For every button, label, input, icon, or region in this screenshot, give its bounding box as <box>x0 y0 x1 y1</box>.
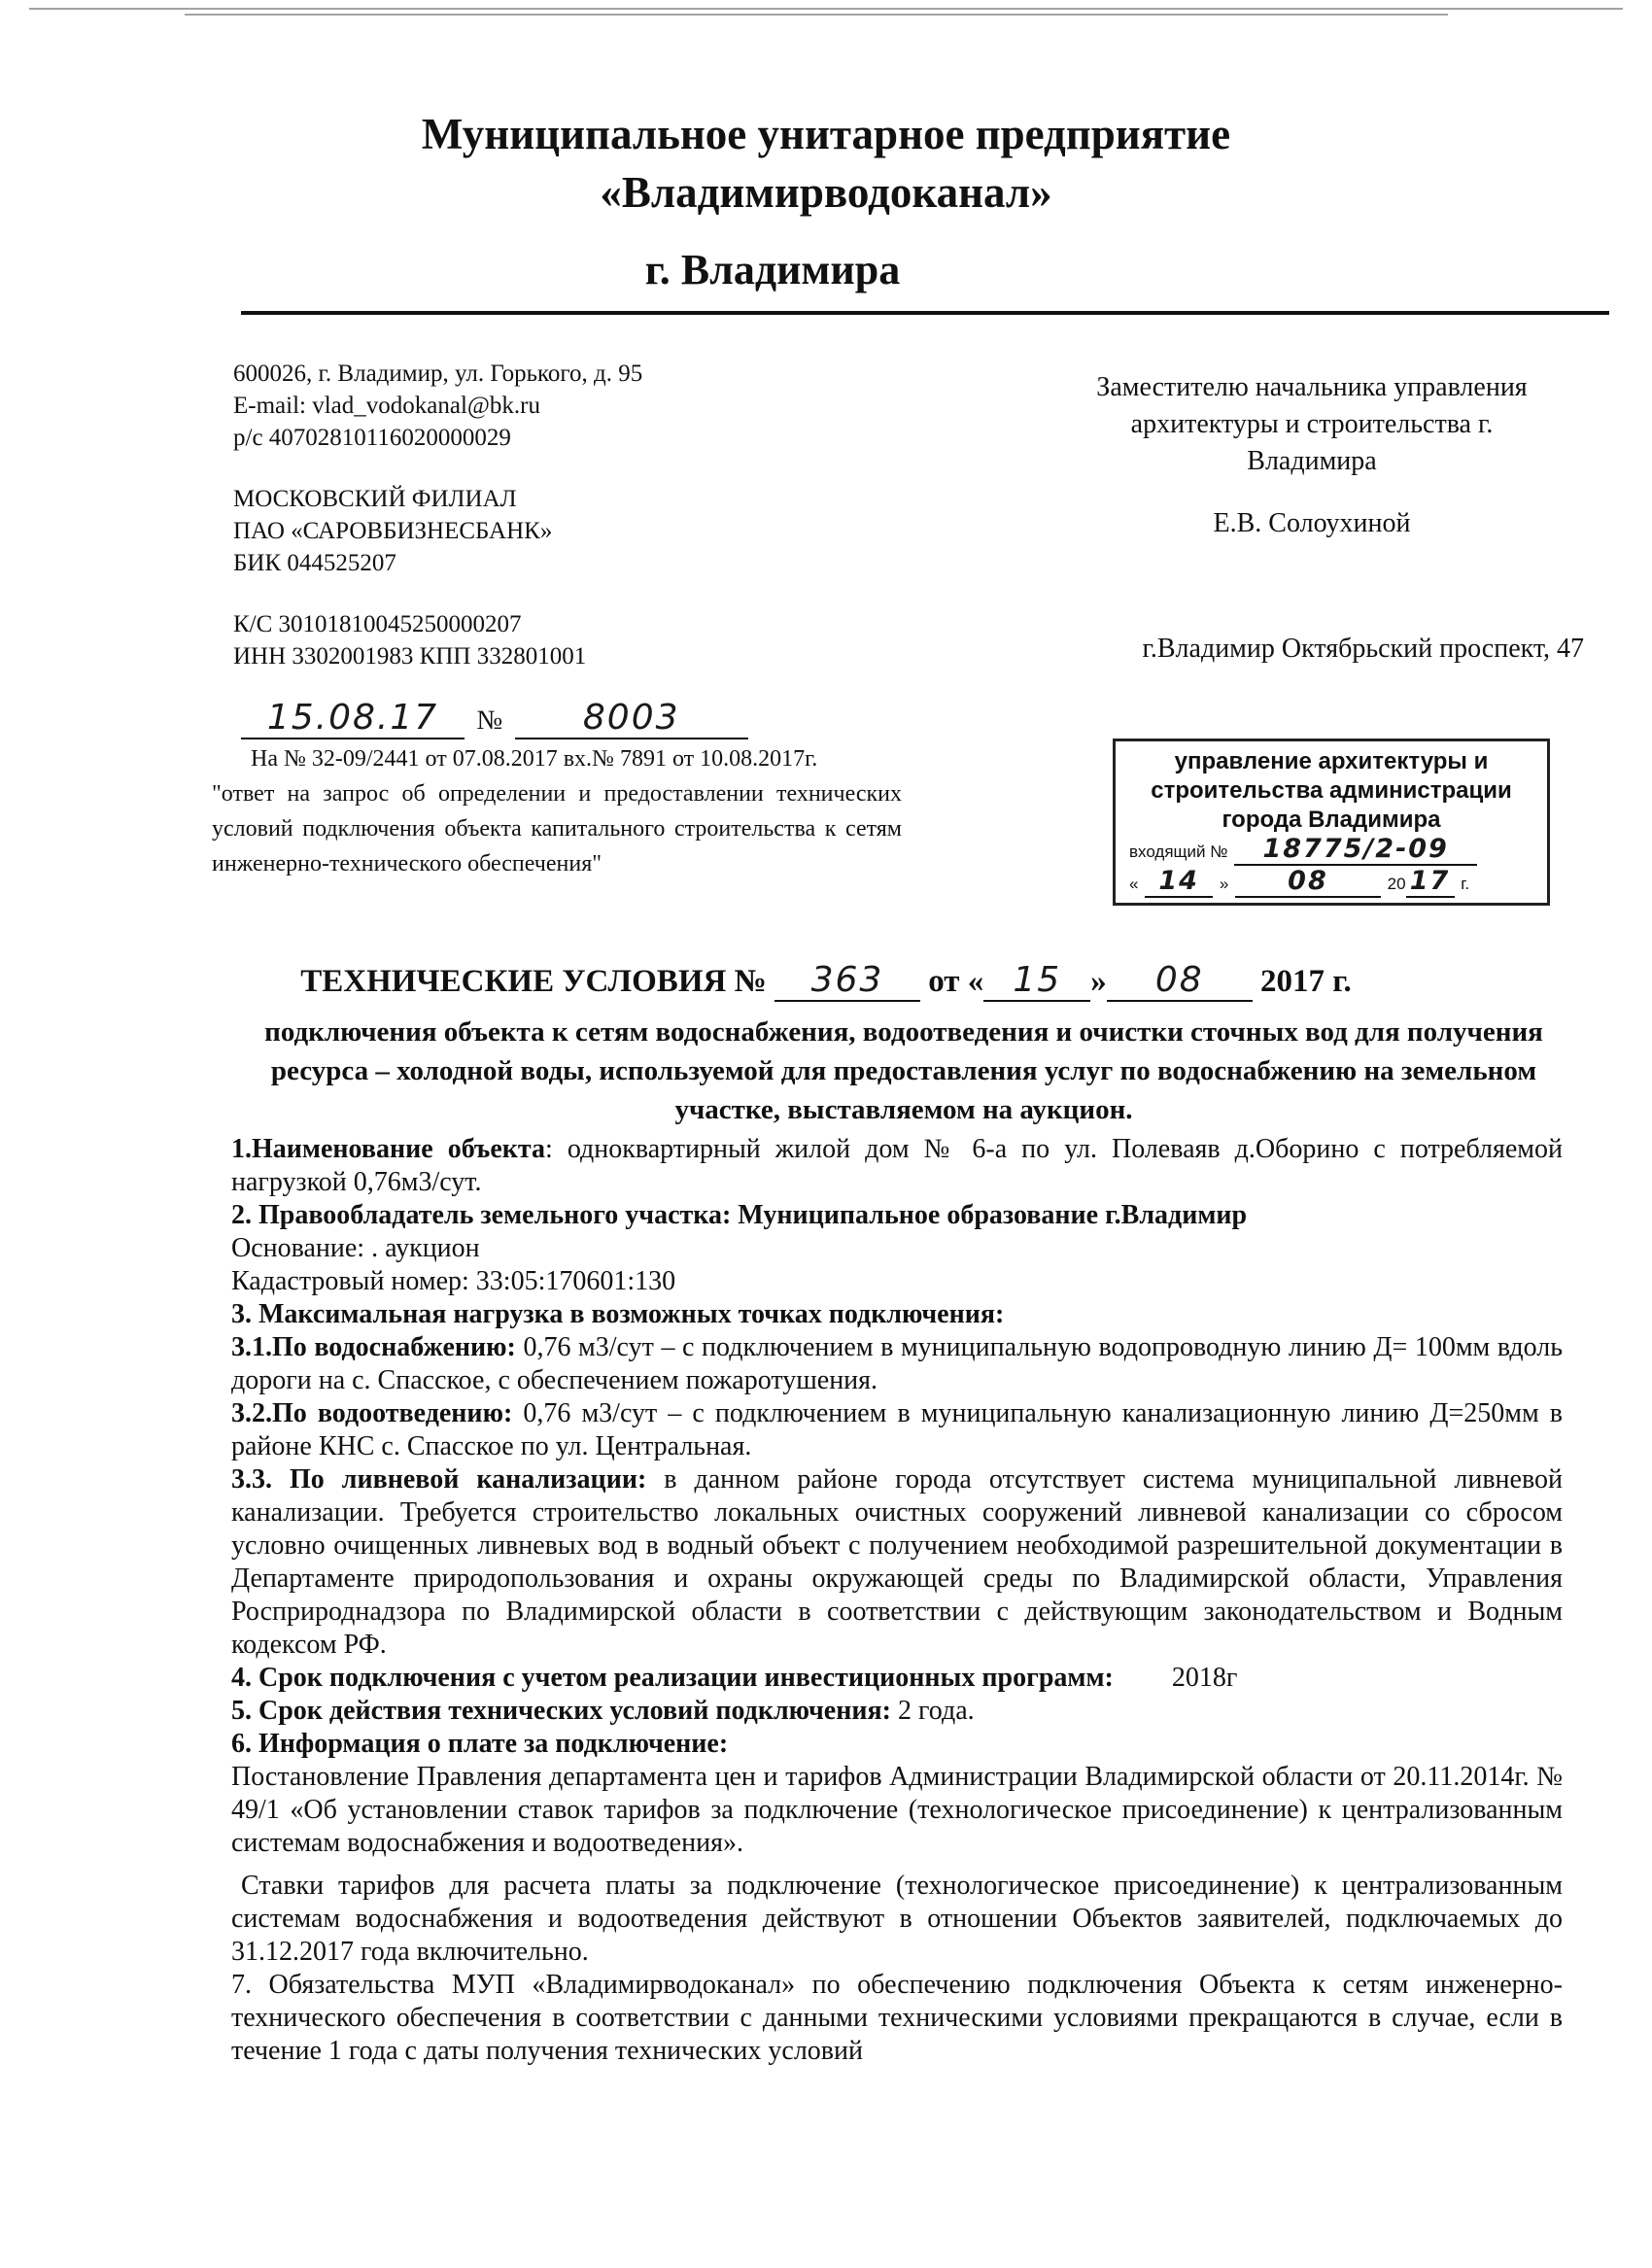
item-3-2 <box>231 1397 1563 1463</box>
organization-name <box>0 105 1652 222</box>
conditions-body <box>231 1133 1563 2068</box>
tu-number: 363 <box>774 960 920 1002</box>
tu-close-quote: » <box>1090 964 1107 999</box>
sender-address: 600026, г. Владимир, ул. Горького, д. 95 <box>233 361 643 387</box>
stamp-day: 14 <box>1145 867 1213 898</box>
stamp-year-prefix: 20 <box>1387 875 1406 893</box>
item-6-text-2: Ставки тарифов для расчета платы за подключение (технологическое присоединение) к централизованным системам водоснабжения и водоотведения действуют в отношении Объектов заявителей, подключаемых до 31.12.2017 года включительно. <box>231 1871 1563 1967</box>
incoming-stamp <box>1113 739 1550 906</box>
inn-kpp: ИНН 3302001983 КПП 332801001 <box>233 643 587 670</box>
tu-month: 08 <box>1107 960 1253 1002</box>
recipient-line-2: архитектуры и строительства г. <box>1130 409 1494 439</box>
item-1 <box>231 1133 1563 1199</box>
item-5-label: 5. Срок действия технических условий подключения: <box>231 1696 891 1726</box>
sender-account: р/с 40702810116020000029 <box>233 425 511 451</box>
header-rule <box>241 311 1609 315</box>
outgoing-number: 8003 <box>515 698 748 739</box>
bank-line-2: ПАО «САРОВБИЗНЕСБАНК» <box>233 518 553 544</box>
stamp-incoming-number: 18775/2-09 <box>1234 835 1477 866</box>
stamp-line-2: строительства администрации <box>1151 777 1512 804</box>
tu-from: от « <box>928 964 984 999</box>
tu-title <box>0 960 1652 1002</box>
item-4 <box>231 1662 1563 1695</box>
recipient-block <box>1030 369 1594 542</box>
org-line-2: «Владимирводоканал» <box>600 168 1052 217</box>
org-line-1: Муниципальное унитарное предприятие <box>421 110 1231 158</box>
scan-edge-line <box>185 14 1448 16</box>
number-sign: № <box>476 705 503 736</box>
item-2-basis: Основание: . аукцион <box>231 1233 480 1263</box>
item-3-1-text: 0,76 м3/сут – с подключением в муниципальную водопроводную линию Д= 100мм вдоль дороги на с. Спасское, с обеспечением пожаротушения. <box>231 1332 1564 1395</box>
letter-subject: "ответ на запрос об определении и предоставлении технических условий подключения объекта капитального строительства к сетям инженерно-технического обеспечения" <box>212 781 902 876</box>
bank-line-1: МОСКОВСКИЙ ФИЛИАЛ <box>233 486 517 512</box>
tu-year: 2017 г. <box>1260 964 1352 999</box>
item-4-value: 2018г <box>1171 1663 1238 1693</box>
bank-bik: БИК 044525207 <box>233 550 396 576</box>
tu-title-prefix: ТЕХНИЧЕСКИЕ УСЛОВИЯ № <box>300 964 767 999</box>
item-6-label: 6. Информация о плате за подключение: <box>231 1729 729 1759</box>
bank-ks: К/С 30101810045250000207 <box>233 611 522 637</box>
stamp-g: г. <box>1461 875 1470 893</box>
stamp-line-3: города Владимира <box>1222 807 1441 833</box>
sender-details <box>233 358 836 672</box>
item-6-text: Постановление Правления департамента цен и тарифов Администрации Владимирской области от 20.11.2014г. № 49/1 «Об установлении ставок тарифов за подключение (технологическое присоединение) к централизованным системам водоснабжения и водоотведения». <box>231 1762 1563 1858</box>
item-5-value: 2 года. <box>890 1696 975 1726</box>
item-2-value: Муниципальное образование г.Владимир <box>731 1200 1248 1230</box>
city-heading: г. Владимира <box>644 246 901 293</box>
reference-block <box>212 741 902 881</box>
stamp-month: 08 <box>1235 867 1381 898</box>
item-2-label: 2. Правообладатель земельного участка: <box>231 1200 732 1230</box>
sender-email: E-mail: vlad_vodokanal@bk.ru <box>233 393 541 419</box>
outgoing-date: 15.08.17 <box>241 698 465 739</box>
reply-reference: На № 32-09/2441 от 07.08.2017 вх.№ 7891 от 10.08.2017г. <box>251 746 818 772</box>
stamp-line-1: управление архитектуры и <box>1174 748 1489 774</box>
tu-day: 15 <box>983 960 1090 1002</box>
item-5 <box>231 1695 1563 1728</box>
registration-line <box>241 698 824 739</box>
item-1-label: 1.Наименование объекта <box>231 1134 545 1164</box>
recipient-address: г.Владимир Октябрьский проспект, 47 <box>1142 634 1584 664</box>
recipient-line-3: Владимира <box>1247 446 1377 476</box>
item-4-label: 4. Срок подключения с учетом реализации инвестиционных программ: <box>231 1663 1114 1693</box>
item-3-3 <box>231 1463 1563 1662</box>
item-1-text: : одноквартирный жилой дом № 6-а по ул. Полеваяв д.Оборино с потребляемой нагрузкой 0,76м3/сут. <box>231 1134 1563 1197</box>
item-3-label: 3. Максимальная нагрузка в возможных точках подключения: <box>231 1299 1005 1329</box>
recipient-name: Е.В. Солоухиной <box>1213 508 1411 538</box>
stamp-year: 17 <box>1406 867 1455 898</box>
item-7-text: 7. Обязательства МУП «Владимирводоканал» по обеспечению подключения Объекта к сетям инженерно-технического обеспечения в соответствии с данными техническими условиями прекращаются в случае, если в течение 1 года с даты получения технических условий <box>231 1970 1563 2066</box>
recipient-line-1: Заместителю начальника управления <box>1096 372 1528 402</box>
stamp-date-row: « 14 » 08 20 17 г. <box>1129 866 1470 896</box>
item-3-3-label: 3.3. По ливневой канализации: <box>231 1464 647 1495</box>
scan-edge-line <box>29 8 1623 10</box>
item-3-2-label: 3.2.По водоотведению: <box>231 1398 513 1428</box>
stamp-incoming-label: входящий № <box>1129 842 1228 861</box>
item-2-cadastre: Кадастровый номер: 33:05:170601:130 <box>231 1266 676 1296</box>
item-3-3-text: в данном районе города отсутствует система муниципальной ливневой канализации. Требуется строительство локальных очистных сооружений ливневой канализации со сбросом условно очищенных ливневых вод в водный объект с получением необходимой разрешительной документации в Департаменте природопользования и охраны окружающей среды по Владимирской области, Управления Росприроднадзора по Владимирской области в соответствии с действующим законодательством и Водным кодексом РФ. <box>231 1464 1563 1660</box>
tu-subtitle: подключения объекта к сетям водоснабжения, водоотведения и очистки сточных вод для получения ресурса – холодной воды, используемой для предоставления услуг по водоснабжению на земельном участке, выставляемом на аукцион. <box>264 1016 1543 1125</box>
item-3-2-text: 0,76 м3/сут – с подключением в муниципальную канализационную линию Д=250мм в районе КНС с. Спасское по ул. Центральная. <box>231 1398 1563 1461</box>
item-3-1-label: 3.1.По водоснабжению: <box>231 1332 516 1362</box>
item-2 <box>231 1199 1563 1232</box>
stamp-incoming-row <box>1116 835 1547 867</box>
item-3-1 <box>231 1331 1563 1397</box>
